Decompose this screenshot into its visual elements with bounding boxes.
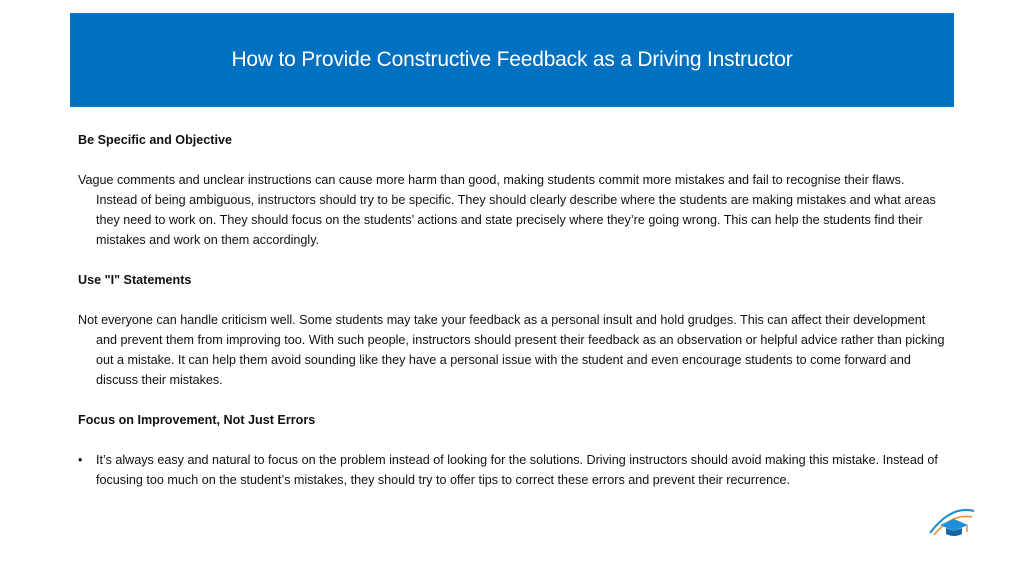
- bullet-marker: •: [78, 453, 83, 467]
- section-body-improvement: It’s always easy and natural to focus on the problem instead of looking for the solutions. Driving instructors should avoid making this mistake. Instead of focusing too much on the student’s mistakes, they should try to offer tips to correct these errors and prevent their recurrence.: [96, 453, 938, 487]
- section-body-specific: Vague comments and unclear instructions can cause more harm than good, making students commit more mistakes and fail to recognise their flaws. Instead of being ambiguous, instructors should try to be specific. They should clearly describe where the students are making mistakes and what areas they need to work on. They should focus on the students’ actions and state precisely where they’re going wrong. This can help the students find their mistakes and work on them accordingly.: [78, 173, 936, 247]
- section-heading-specific: Be Specific and Objective: [78, 133, 232, 147]
- title-banner: [70, 13, 954, 107]
- section-heading-improvement: Focus on Improvement, Not Just Errors: [78, 413, 316, 427]
- section-heading-i-statements: Use "I" Statements: [78, 273, 192, 287]
- graduation-cap-logo-icon: [924, 503, 978, 539]
- bullet-item: [78, 450, 948, 490]
- slide-title: How to Provide Constructive Feedback as a Driving Instructor: [231, 48, 793, 71]
- slide-content: [78, 130, 948, 490]
- section-body-i-statements: Not everyone can handle criticism well. Some students may take your feedback as a personal insult and hold grudges. This can affect their development and prevent them from improving too. With such people, instructors should present their feedback as an observation or helpful advice rather than picking out a mistake. It can help them avoid sounding like they have a personal issue with the student and even encourage students to come forward and discuss their mistakes.: [78, 313, 945, 387]
